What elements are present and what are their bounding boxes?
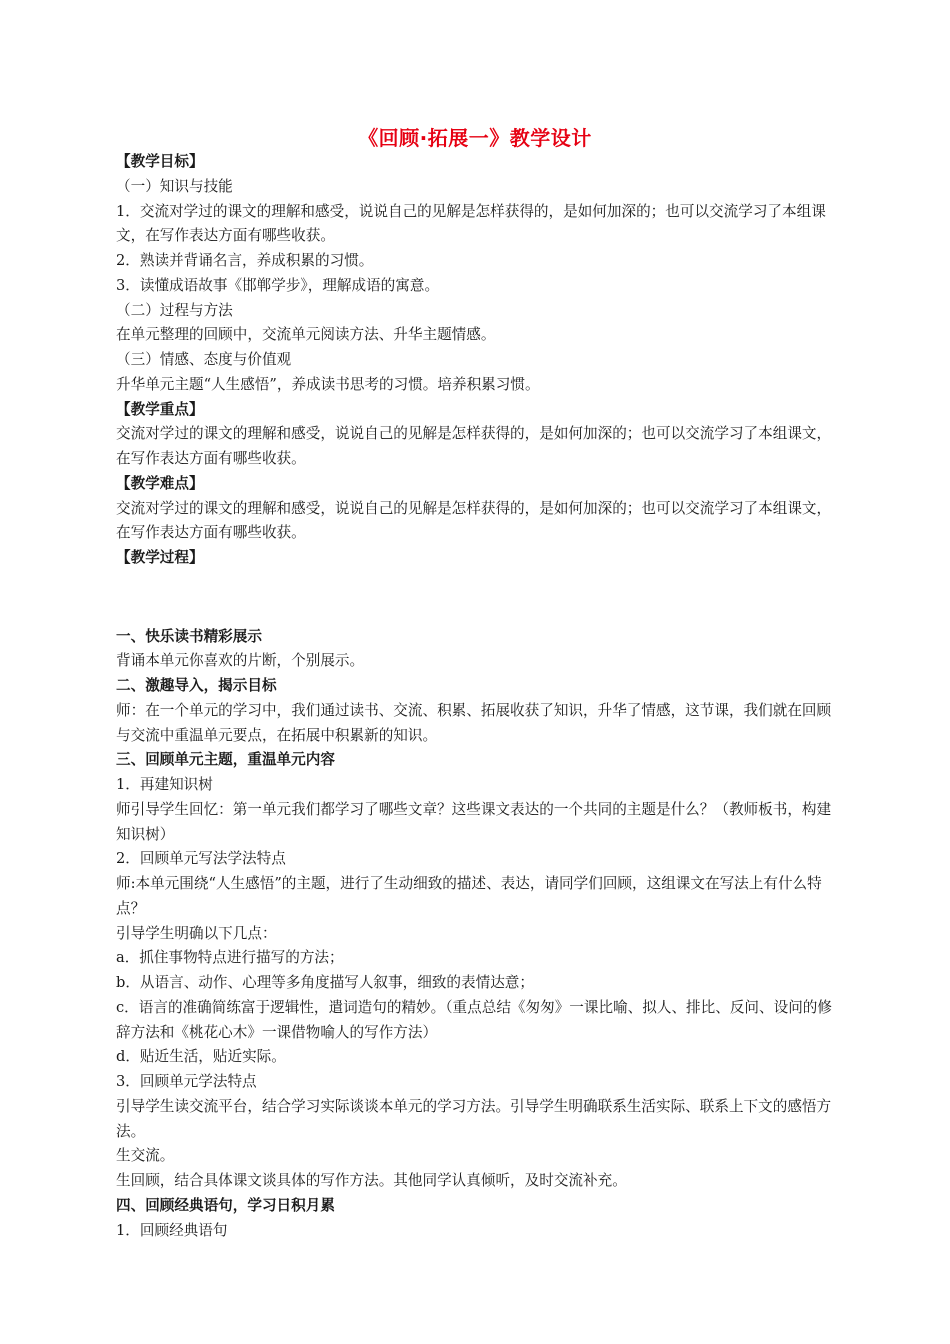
paragraph: c．语言的准确简练富于逻辑性，遣词造句的精妙。（重点总结《匆匆》一课比喻、拟人、排比、反问、设问的修辞方法和《桃花心木》一课借物喻人的写作方法）	[116, 998, 832, 1041]
paragraph: 2．回顾单元写法学法特点	[116, 850, 286, 868]
page-title: 《回顾·拓展一》教学设计	[358, 126, 592, 150]
paragraph: b．从语言、动作、心理等多角度描写人叙事，细致的表情达意；	[116, 974, 534, 992]
section-heading: 二、激趣导入，揭示目标	[116, 677, 277, 695]
paragraph: 生交流。	[116, 1147, 175, 1165]
paragraph: 师:本单元围绕“人生感悟”的主题，进行了生动细致的描述、表达，请同学们回顾，这组课文在写法上有什么特点？	[116, 875, 822, 917]
blank-line	[116, 585, 836, 610]
paragraph: 升华单元主题“人生感悟”，养成读书思考的习惯。培养积累习惯。	[116, 375, 540, 393]
paragraph: 1．交流对学过的课文的理解和感受，说说自己的见解是怎样获得的，是如何加深的；也可以交流学习了本组课文，在写作表达方面有哪些收获。	[116, 202, 826, 245]
paragraph: d．贴近生活，贴近实际。	[116, 1048, 286, 1066]
section-heading: 【教学难点】	[116, 474, 204, 492]
section-heading: 三、回顾单元主题，重温单元内容	[116, 751, 335, 769]
paragraph: 引导学生明确以下几点：	[116, 924, 277, 942]
paragraph: （三）情感、态度与价值观	[116, 351, 292, 368]
paragraph: 师引导学生回忆：第一单元我们都学习了哪些文章？这些课文表达的一个共同的主题是什么？（教师板书，构建知识树）	[116, 800, 832, 843]
paragraph: 生回顾，结合具体课文谈具体的写作方法。其他同学认真倾听，及时交流补充。	[116, 1172, 627, 1190]
paragraph: 2．熟读并背诵名言，养成积累的习惯。	[116, 252, 374, 269]
paragraph: （一）知识与技能	[116, 177, 233, 195]
paragraph: 1．回顾经典语句	[116, 1221, 228, 1239]
section-heading: 【教学重点】	[116, 400, 204, 418]
paragraph: 交流对学过的课文的理解和感受，说说自己的见解是怎样获得的，是如何加深的；也可以交流学习了本组课文，在写作表达方面有哪些收获。	[116, 425, 832, 467]
paragraph: 交流对学过的课文的理解和感受，说说自己的见解是怎样获得的，是如何加深的；也可以交流学习了本组课文，在写作表达方面有哪些收获。	[116, 499, 832, 542]
paragraph: （二）过程与方法	[116, 301, 233, 319]
paragraph: 3．回顾单元学法特点	[116, 1073, 257, 1091]
section-heading: 【教学目标】	[116, 153, 204, 170]
section-heading: 【教学过程】	[116, 549, 204, 566]
paragraph: 3．读懂成语故事《邯郸学步》，理解成语的寓意。	[116, 276, 440, 294]
paragraph: 1．再建知识树	[116, 776, 213, 794]
paragraph: 师：在一个单元的学习中，我们通过读书、交流、积累、拓展收获了知识，升华了情感，这节课，我们就在回顾与交流中重温单元要点，在拓展中积累新的知识。	[116, 701, 832, 744]
paragraph: 背诵本单元你喜欢的片断，个别展示。	[116, 652, 365, 670]
paragraph: a．抓住事物特点进行描写的方法；	[116, 949, 344, 967]
paragraph: 在单元整理的回顾中，交流单元阅读方法、升华主题情感。	[116, 326, 496, 344]
section-heading: 四、回顾经典语句，学习日积月累	[116, 1196, 335, 1214]
document-body	[116, 150, 836, 1243]
paragraph: 引导学生读交流平台，结合学习实际谈谈本单元的学习方法。引导学生明确联系生活实际、联系上下文的感悟方法。	[116, 1097, 832, 1140]
section-heading: 一、快乐读书精彩展示	[116, 627, 262, 645]
